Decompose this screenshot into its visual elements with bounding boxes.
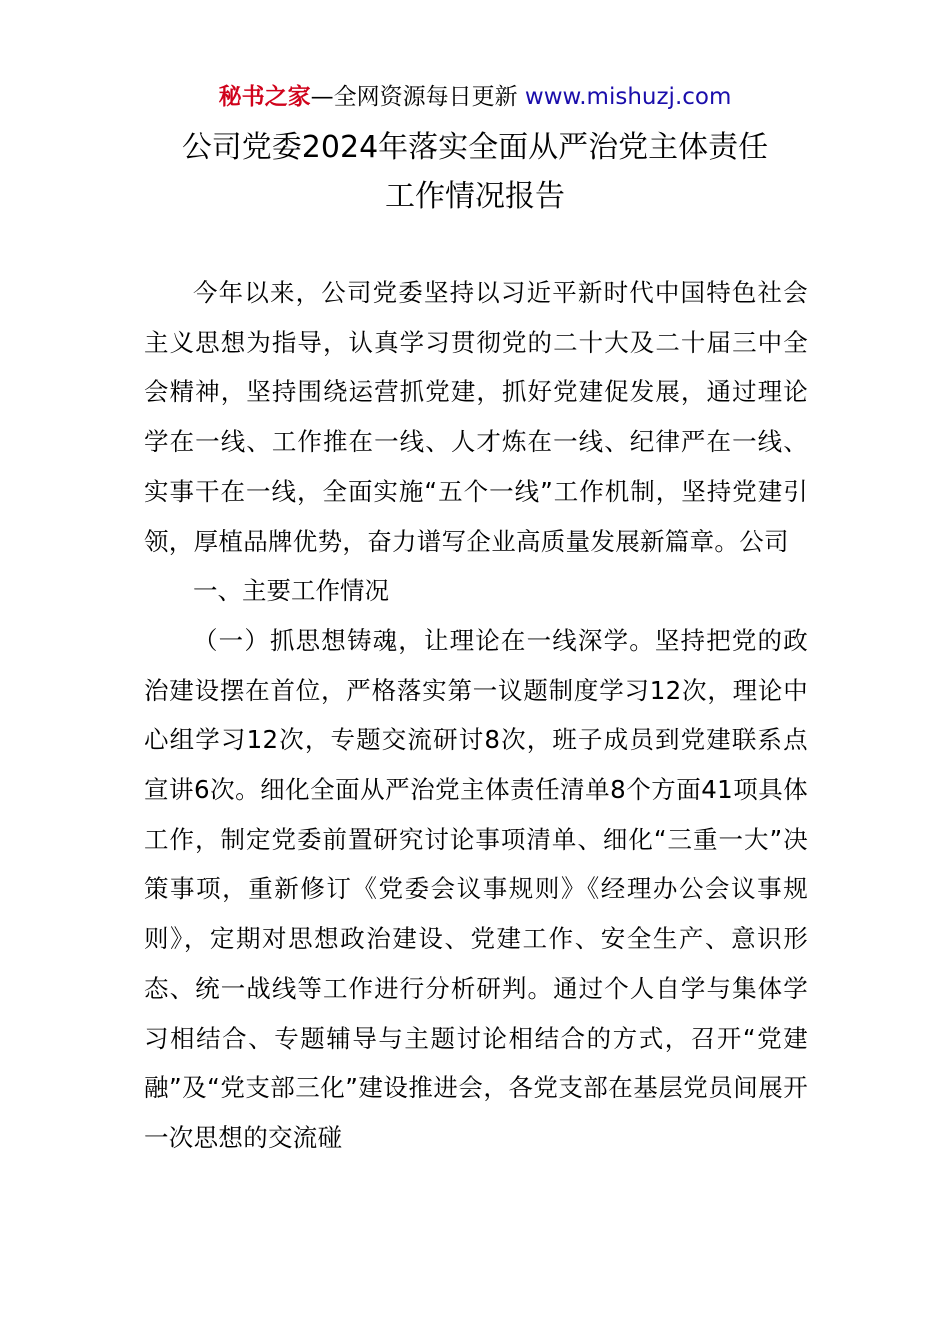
document-body: [144, 268, 808, 1163]
document-title-line-2: 工作情况报告: [385, 179, 565, 214]
intro-paragraph: 今年以来，公司党委坚持以习近平新时代中国特色社会主义思想为指导，认真学习贯彻党的二十大及二十届三中全会精神，坚持围绕运营抓党建，抓好党建促发展，通过理论学在一线、工作推在一线、人才炼在一线、纪律严在一线、实事干在一线，全面实施“五个一线”工作机制，坚持党建引领，厚植品牌优势，奋力谱写企业高质量发展新篇章。公司: [144, 278, 808, 556]
site-header: [0, 80, 950, 114]
header-tagline: —全网资源每日更新: [310, 84, 518, 110]
section-paragraph: （一）抓思想铸魂，让理论在一线深学。坚持把党的政治建设摆在首位，严格落实第一议题制度学习12次，理论中心组学习12次，专题交流研讨8次，班子成员到党建联系点宣讲6次。细化全面从严治党主体责任清单8个方面41项具体工作，制定党委前置研究讨论事项清单、细化“三重一大”决策事项，重新修订《党委会议事规则》《经理办公会议事规则》，定期对思想政治建设、党建工作、安全生产、意识形态、统一战线等工作进行分析研判。通过个人自学与集体学习相结合、专题辅导与主题讨论相结合的方式，召开“党建融”及“党支部三化”建设推进会，各党支部在基层党员间展开一次思想的交流碰: [144, 625, 808, 1152]
section-heading: 一、主要工作情况: [193, 576, 389, 606]
brand-name: 秘书之家: [218, 84, 311, 110]
site-url-link[interactable]: www.mishuzj.com: [524, 84, 732, 110]
document-title-line-1: 公司党委2024年落实全面从严治党主体责任: [181, 130, 769, 165]
